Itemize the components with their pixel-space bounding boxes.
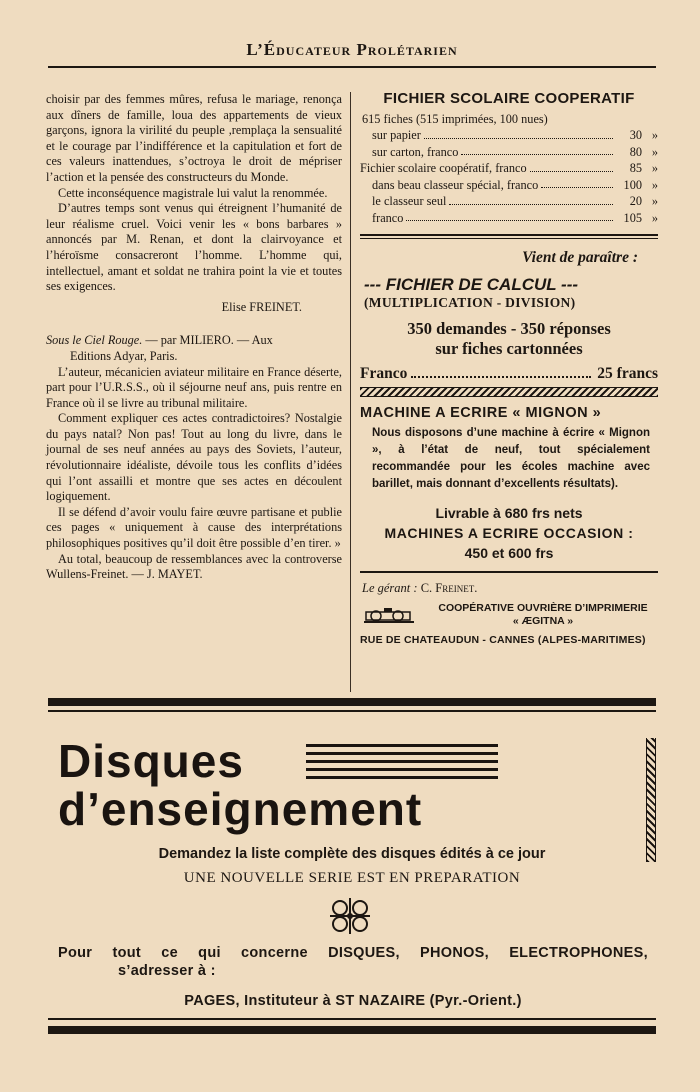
paragraph: L’auteur, mécanicien aviateur militaire en France déserte, part pour l’U.R.S.S., où il séjourne neuf ans, puis rentre en France où il se livre au tribunal militaire.	[46, 364, 342, 410]
printing-press-icon	[364, 606, 414, 624]
price-label: sur carton, franco	[372, 144, 459, 159]
contact-line: s’adresser à :	[118, 963, 216, 979]
contact-line: PAGES, Instituteur à ST NAZAIRE (Pyr.-Orient.)	[184, 993, 522, 1009]
imprint-row	[360, 602, 658, 628]
price-label: sur papier	[372, 128, 421, 142]
ad-tagline: Demandez la liste complète des disques édités à ce jour	[158, 846, 546, 862]
price-row	[360, 210, 658, 227]
dot-leader	[411, 365, 591, 378]
price-unit: »	[651, 177, 658, 192]
paragraph: Il se défend d’avoir voulu faire œuvre partisane et publie ces pages « uniquement à cause des interprétations philosophiques positives qu’il doit être possible d’en tirer. »	[46, 504, 342, 551]
price-list	[360, 127, 658, 226]
paragraph: choisir par des femmes mûres, refusa le mariage, renonça aux dîners de famille, loua des appartements de vieux garçons, ignora la virilité du peuple ,remplaça la sensualité et le courage par l’indifférence et la capitulation et fort de ces valeurs inattendues, s’octroya le droit de mépriser l’action et la pensée des constructeurs du Monde.	[46, 92, 342, 184]
ad-title-line2: d’enseignement	[58, 783, 423, 835]
review-author: — par MILIERO. — Aux	[145, 333, 273, 348]
cooperative-line: COOPÉRATIVE OUVRIÈRE D’IMPRIMERIE	[438, 602, 648, 614]
price-row	[360, 144, 658, 161]
header-rule	[48, 66, 656, 68]
left-column	[46, 92, 342, 583]
price-row	[360, 160, 658, 177]
dot-leader	[449, 193, 613, 205]
price-value: 105	[623, 210, 642, 225]
price-row	[360, 193, 658, 210]
dot-leader	[541, 177, 613, 189]
page-header: L’Éducateur Prolétarien	[246, 40, 458, 59]
imprint-address: RUE DE CHATEAUDUN - CANNES (ALPES-MARITIMES)	[360, 634, 646, 646]
price-label: le classeur seul	[372, 194, 447, 208]
price-value: 30	[629, 128, 642, 142]
price-value: 100	[623, 177, 642, 192]
section-rule	[360, 234, 658, 239]
review-heading	[46, 333, 342, 364]
column-divider	[350, 92, 351, 692]
ad-title-line1: Disques	[58, 735, 244, 787]
price-label: dans beau classeur spécial, franco	[372, 177, 539, 192]
price-value: 20	[629, 194, 642, 208]
calcul-subtitle: (MULTIPLICATION - DIVISION)	[364, 295, 576, 310]
dot-leader	[530, 160, 613, 172]
cooperative-name	[428, 602, 658, 628]
price-label: Fichier scolaire coopératif, franco	[360, 161, 527, 175]
announcement-label: Vient de paraître :	[522, 249, 638, 266]
thin-rule	[48, 1018, 656, 1020]
contact-word: ELECTROPHONES,	[509, 945, 648, 961]
calcul-line: sur fiches cartonnées	[435, 339, 583, 358]
machine-title: MACHINE A ECRIRE « MIGNON »	[360, 405, 602, 421]
review-publisher: Editions Adyar, Paris.	[70, 348, 178, 363]
paragraph: Cette inconséquence magistrale lui valut la renommée.	[58, 185, 328, 200]
contact-word: ce	[161, 945, 178, 961]
paragraph: Comment expliquer ces actes contradictoires? Nostalgie du pays natal? Non pas! Tout au long du livre, dans le journal de ses neuf années au pays des Soviets, l’auteur, révolutionnaire idéaliste, dévoile tous les conflits d’idées qui l’ont assailli et montre que ses actes en découlent logiquement.	[46, 411, 342, 504]
price-value: 85	[629, 161, 642, 175]
thick-rule	[48, 698, 656, 706]
machine-price: Livrable à 680 frs nets	[435, 505, 583, 521]
calcul-line: 350 demandes - 350 réponses	[407, 319, 611, 338]
contact-word: qui	[198, 945, 221, 961]
fichier-intro: 615 fiches (515 imprimées, 100 nues)	[362, 112, 548, 126]
gerant-label: Le gérant :	[362, 581, 418, 595]
contact-word: DISQUES,	[328, 945, 400, 961]
signature: Elise FREINET.	[221, 299, 302, 314]
price-unit: »	[651, 144, 658, 159]
price-unit: »	[651, 210, 658, 225]
price-unit: »	[651, 194, 658, 208]
dot-leader	[424, 127, 613, 139]
contact-word: tout	[112, 945, 142, 961]
fleuron-ornament-icon	[326, 896, 374, 936]
section-rule	[360, 571, 658, 573]
dot-leader	[461, 144, 613, 156]
dot-leader	[406, 210, 613, 222]
thin-rule	[48, 710, 656, 712]
price-value: 80	[629, 144, 642, 159]
paragraph: Au total, beaucoup de ressemblances avec la controverse Wullens-Freinet. — J. MAYET.	[46, 551, 342, 582]
ad-contact	[58, 944, 648, 1010]
decorative-lines	[306, 744, 498, 784]
gerant-name: C. Freinet.	[420, 581, 478, 595]
right-column	[360, 90, 658, 646]
fichier-title: FICHIER SCOLAIRE COOPERATIF	[383, 90, 635, 107]
calcul-price-row	[360, 365, 658, 383]
price-label: franco	[372, 210, 404, 225]
ad-announcement: UNE NOUVELLE SERIE EST EN PREPARATION	[183, 870, 521, 886]
calcul-price-label: Franco	[360, 365, 408, 382]
hatched-bar	[646, 738, 656, 862]
price-unit: »	[651, 128, 658, 142]
cooperative-line: « ÆGITNA »	[512, 615, 574, 627]
contact-word: concerne	[241, 945, 308, 961]
review-title: Sous le Ciel Rouge.	[46, 333, 143, 348]
paragraph: D’autres temps sont venus qui étreignent l’humanité de leur réalisme cruel. Voici venir les « bons barbares » annoncés par M. Renan, et dont la clairvoyance et l’héroïsme consacreront l’homme. L’homme qui, intellectuel, amant et soldat ne trahira point la vie et toutes ses exigences.	[46, 201, 342, 294]
calcul-price: 25 francs	[597, 365, 658, 382]
price-row	[360, 127, 658, 144]
contact-line	[58, 944, 648, 962]
price-unit: »	[651, 161, 658, 175]
calcul-description	[360, 319, 658, 359]
contact-word: PHONOS,	[420, 945, 489, 961]
machine-description: Nous disposons d’une machine à écrire « Mignon », à l’état de neuf, tout spécialement recommandée pour les écoles machine avec barillet, mais donnant d’excellents résultats).	[372, 427, 650, 490]
gerant-line	[360, 581, 658, 596]
occasion-title: MACHINES A ECRIRE OCCASION :	[384, 525, 634, 541]
contact-word: Pour	[58, 945, 93, 961]
occasion-price: 450 et 600 frs	[464, 545, 554, 561]
thick-rule	[48, 1026, 656, 1034]
price-row	[360, 177, 658, 194]
calcul-title: --- FICHIER DE CALCUL ---	[364, 275, 579, 294]
ornamental-rule	[360, 387, 658, 397]
